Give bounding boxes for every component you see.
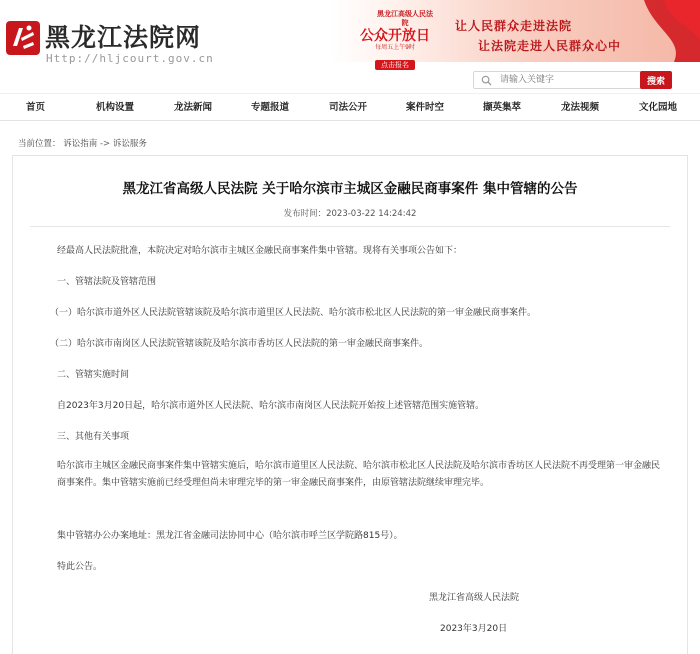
nav-item-news[interactable]: 龙法新闻 <box>174 102 213 113</box>
open-day-schedule: 每周五上午9时 <box>375 44 415 51</box>
section-heading-2: 二、管辖实施时间 <box>57 370 130 380</box>
paragraph-closing: 特此公告。 <box>57 562 103 572</box>
breadcrumb-prefix: 当前位置： <box>18 139 61 149</box>
breadcrumb-separator: -> <box>99 139 111 149</box>
section-heading-1: 一、管辖法院及管辖范围 <box>57 277 157 287</box>
breadcrumb-level1-link[interactable]: 诉讼指南 <box>63 139 98 149</box>
slogan-1: 让人民群众走进法院 <box>455 19 573 33</box>
article-signature: 黑龙江省高级人民法院 <box>429 593 520 603</box>
site-url: Http://hljcourt.gov.cn <box>46 52 214 65</box>
section-heading-3: 三、其他有关事项 <box>57 432 130 442</box>
paragraph-1-2: （二）哈尔滨市南岗区人民法院管辖该院及哈尔滨市香坊区人民法院的第一审金融民商事案件。 <box>50 339 429 349</box>
search-icon <box>481 75 492 86</box>
article-publish-time: 发布时间：2023-03-22 14:24:42 <box>283 209 417 219</box>
site-header <box>0 0 700 92</box>
main-nav <box>0 93 700 121</box>
nav-item-cases[interactable]: 案件时空 <box>406 102 445 113</box>
paragraph-address: 集中管辖办公办案地址：黑龙江省金融司法协同中心（哈尔滨市呼兰区学院路815号）。 <box>57 531 403 541</box>
breadcrumb <box>18 137 147 149</box>
nav-item-culture[interactable]: 文化园地 <box>639 102 678 113</box>
nav-item-video[interactable]: 龙法视频 <box>561 102 600 113</box>
site-name[interactable]: 黑龙江法院网 <box>45 23 202 52</box>
open-day-promo[interactable] <box>356 10 434 69</box>
open-day-title: 公众开放日 <box>360 28 430 44</box>
court-logo-icon[interactable] <box>5 20 41 56</box>
paragraph-2: 自2023年3月20日起，哈尔滨市道外区人民法院、哈尔滨市南岗区人民法院开始按上述管辖范围实施管辖。 <box>57 401 485 411</box>
paragraph-1-1: （一）哈尔滨市道外区人民法院管辖该院及哈尔滨市道里区人民法院、哈尔滨市松北区人民法院的第一审金融民商事案件。 <box>50 308 537 318</box>
open-day-org: 黑龙江高级人民法院 <box>377 10 433 27</box>
nav-item-topics[interactable]: 专题报道 <box>251 102 290 113</box>
search-box <box>473 71 643 89</box>
search-input[interactable] <box>500 72 640 88</box>
nav-item-home[interactable]: 首页 <box>26 102 46 113</box>
search-button[interactable]: 搜索 <box>640 71 672 89</box>
article-date: 2023年3月20日 <box>440 624 508 634</box>
flag-decoration-icon <box>634 0 700 62</box>
paragraph-3: 哈尔滨市主城区金融民商事案件集中管辖实施后，哈尔滨市道里区人民法院、哈尔滨市松北区人民法院及哈尔滨市香坊区人民法院不再受理第一审金融民商事案件。集中管辖实施前已经受理但尚未审理完毕的第一审金融民商事案件，由原管辖法院继续审理完毕。 <box>57 461 661 488</box>
open-day-signup-button[interactable]: 点击报名 <box>375 60 415 70</box>
nav-item-openness[interactable]: 司法公开 <box>329 102 368 113</box>
nav-item-highlights[interactable]: 撷英集萃 <box>483 102 522 113</box>
breadcrumb-level2-link[interactable]: 诉讼服务 <box>112 139 147 149</box>
slogan-2: 让法院走进人民群众心中 <box>478 39 622 53</box>
divider <box>30 226 670 227</box>
nav-item-org[interactable]: 机构设置 <box>96 102 135 113</box>
article-title: 黑龙江省高级人民法院 关于哈尔滨市主城区金融民商事案件 集中管辖的公告 <box>122 181 578 197</box>
paragraph-intro: 经最高人民法院批准，本院决定对哈尔滨市主城区金融民商事案件集中管辖。现将有关事项公告如下： <box>57 246 463 256</box>
